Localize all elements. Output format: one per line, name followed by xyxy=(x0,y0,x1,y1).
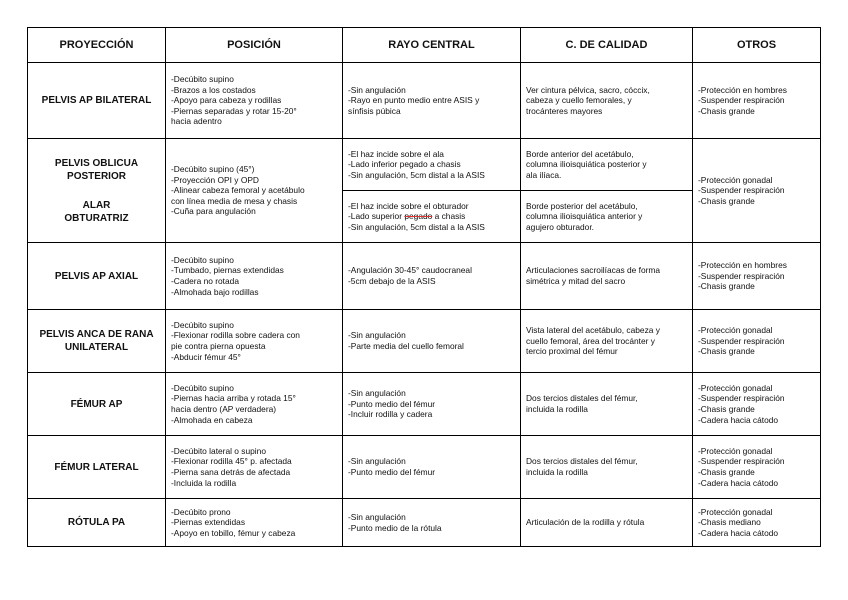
other-notes-cell: -Protección gonadal -Suspender respiración -Chasis grande xyxy=(693,310,821,373)
central-ray-cell: -Sin angulación -Rayo en punto medio entre ASIS y sínfisis púbica xyxy=(343,63,521,139)
quality-criteria-cell: Ver cintura pélvica, sacro, cóccix, cabeza y cuello femorales, y trocánteres mayores xyxy=(521,63,693,139)
projection-name: PELVIS AP BILATERAL xyxy=(28,63,166,139)
projection-name: PELVIS OBLICUA POSTERIOR ALAR OBTURATRIZ xyxy=(28,139,166,243)
header-rayo-central: RAYO CENTRAL xyxy=(343,28,521,63)
central-ray-cell: -Sin angulación -Punto medio de la rótula xyxy=(343,499,521,547)
header-proyeccion: PROYECCIÓN xyxy=(28,28,166,63)
position-cell: -Decúbito supino (45°) -Proyección OPI y OPD -Alinear cabeza femoral y acetábulo con línea media de mesa y chasis -Cuña para angulación xyxy=(166,139,343,243)
projection-name: PELVIS AP AXIAL xyxy=(28,243,166,310)
table-row xyxy=(28,310,821,373)
quality-criteria-cell: Vista lateral del acetábulo, cabeza y cuello femoral, área del trocánter y tercio proximal del fémur xyxy=(521,310,693,373)
table-row xyxy=(28,139,821,191)
quality-criteria-cell-obturatriz: Borde posterior del acetábulo, columna ilioisquiática anterior y agujero obturador. xyxy=(521,191,693,243)
central-ray-cell: -Sin angulación -Punto medio del fémur xyxy=(343,436,521,499)
projection-name: PELVIS ANCA DE RANA UNILATERAL xyxy=(28,310,166,373)
quality-criteria-cell: Articulación de la rodilla y rótula xyxy=(521,499,693,547)
position-cell: -Decúbito supino -Piernas hacia arriba y rotada 15° hacia dentro (AP verdadera) -Almohada en cabeza xyxy=(166,373,343,436)
table-row xyxy=(28,373,821,436)
quality-criteria-cell: Articulaciones sacroilíacas de forma simétrica y mitad del sacro xyxy=(521,243,693,310)
table-row xyxy=(28,499,821,547)
other-notes-cell: -Protección en hombres -Suspender respiración -Chasis grande xyxy=(693,243,821,310)
other-notes-cell: -Protección gonadal -Suspender respiración -Chasis grande -Cadera hacia cátodo xyxy=(693,436,821,499)
header-posicion: POSICIÓN xyxy=(166,28,343,63)
projection-name: FÉMUR LATERAL xyxy=(28,436,166,499)
position-cell: -Decúbito supino -Tumbado, piernas extendidas -Cadera no rotada -Almohada bajo rodillas xyxy=(166,243,343,310)
projection-name: FÉMUR AP xyxy=(28,373,166,436)
quality-criteria-cell: Dos tercios distales del fémur, incluida la rodilla xyxy=(521,373,693,436)
header-otros: OTROS xyxy=(693,28,821,63)
quality-criteria-cell-alar: Borde anterior del acetábulo, columna ilioisquiática posterior y ala ilíaca. xyxy=(521,139,693,191)
central-ray-cell-alar: -El haz incide sobre el ala -Lado inferior pegado a chasis -Sin angulación, 5cm distal a la ASIS xyxy=(343,139,521,191)
projection-name: RÓTULA PA xyxy=(28,499,166,547)
header-calidad: C. DE CALIDAD xyxy=(521,28,693,63)
header-row xyxy=(28,28,821,63)
position-cell: -Decúbito prono -Piernas extendidas -Apoyo en tobillo, fémur y cabeza xyxy=(166,499,343,547)
central-ray-cell: -Sin angulación -Punto medio del fémur -Incluir rodilla y cadera xyxy=(343,373,521,436)
projection-table xyxy=(27,27,821,547)
position-cell: -Decúbito lateral o supino -Flexionar rodilla 45° p. afectada -Pierna sana detrás de afectada -Incluida la rodilla xyxy=(166,436,343,499)
other-notes-cell: -Protección gonadal -Suspender respiración -Chasis grande -Cadera hacia cátodo xyxy=(693,373,821,436)
struck-word: pegado xyxy=(404,211,433,222)
other-notes-cell: -Protección en hombres -Suspender respiración -Chasis grande xyxy=(693,63,821,139)
central-ray-cell-obturatriz: -El haz incide sobre el obturador -Lado superior pegado a chasis -Sin angulación, 5cm distal a la ASIS xyxy=(343,191,521,243)
quality-criteria-cell: Dos tercios distales del fémur, incluida la rodilla xyxy=(521,436,693,499)
position-cell: -Decúbito supino -Flexionar rodilla sobre cadera con pie contra pierna opuesta -Abducir fémur 45° xyxy=(166,310,343,373)
central-ray-cell: -Angulación 30-45° caudocraneal -5cm debajo de la ASIS xyxy=(343,243,521,310)
other-notes-cell: -Protección gonadal -Chasis mediano -Cadera hacia cátodo xyxy=(693,499,821,547)
table-row xyxy=(28,436,821,499)
position-cell: -Decúbito supino -Brazos a los costados -Apoyo para cabeza y rodillas -Piernas separadas y rotar 15-20° hacia adentro xyxy=(166,63,343,139)
central-ray-cell: -Sin angulación -Parte media del cuello femoral xyxy=(343,310,521,373)
table-row xyxy=(28,63,821,139)
table-row xyxy=(28,243,821,310)
other-notes-cell: -Protección gonadal -Suspender respiración -Chasis grande xyxy=(693,139,821,243)
